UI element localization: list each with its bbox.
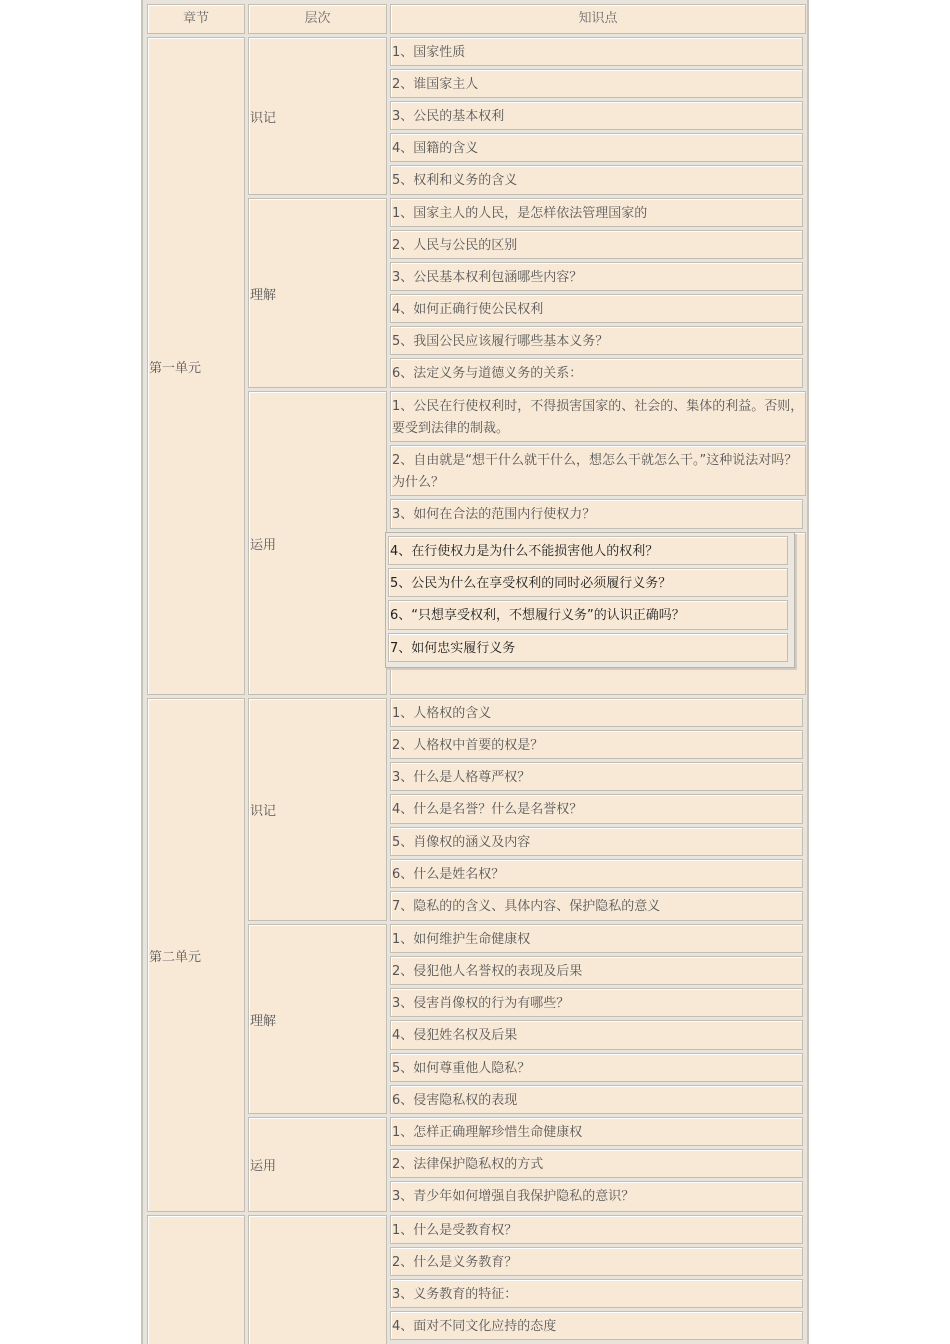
level-label: 识记 xyxy=(250,804,277,819)
list-item: 3、青少年如何增强自我保护隐私的意识？ xyxy=(390,1181,803,1212)
list-item: 4、什么是名誉？什么是名誉权？ xyxy=(390,794,803,824)
list-item: 3、公民的基本权利 xyxy=(390,101,803,130)
list-item: 1、如何维护生命健康权 xyxy=(390,924,803,953)
header-chapter: 章节 xyxy=(147,4,245,34)
level-cell-u1-memorize xyxy=(248,37,387,195)
list-item: 4、国籍的含义 xyxy=(390,133,803,162)
list-item: 1、怎样正确理解珍惜生命健康权 xyxy=(390,1117,803,1146)
level-cell-u1-apply xyxy=(248,391,387,695)
level-label: 理解 xyxy=(250,287,277,303)
list-item: 1、什么是受教育权？ xyxy=(390,1215,803,1244)
list-item: 2、什么是义务教育？ xyxy=(390,1247,803,1276)
list-item: 5、肖像权的涵义及内容 xyxy=(390,827,803,856)
list-item: 2、人格权中首要的权是？ xyxy=(390,730,803,759)
list-item: 7、如何忠实履行义务 xyxy=(388,633,788,662)
list-item: 5、公民为什么在享受权利的同时必须履行义务？ xyxy=(388,568,788,597)
level-cell-u2-understand xyxy=(248,924,387,1114)
header-knowledge: 知识点 xyxy=(390,4,806,34)
knowledge-table xyxy=(141,0,809,1344)
list-item: 4、在行使权力是为什么不能损害他人的权利？ xyxy=(388,536,788,565)
list-item: 6、侵害隐私权的表现 xyxy=(390,1085,803,1114)
list-item: 7、隐私的的含义、具体内容、保护隐私的意义 xyxy=(390,891,803,921)
list-item: 4、如何正确行使公民权利 xyxy=(390,294,803,323)
level-label: 理解 xyxy=(250,1013,277,1029)
unit-2-name: 第二单元 xyxy=(149,949,202,965)
level-cell-u1-understand xyxy=(248,198,387,388)
list-item: 6、“只想享受权利，不想履行义务”的认识正确吗？ xyxy=(388,600,788,630)
list-item: 5、我国公民应该履行哪些基本义务？ xyxy=(390,326,803,355)
list-item: 6、什么是姓名权？ xyxy=(390,859,803,888)
level-label: 识记 xyxy=(250,110,277,126)
level-label: 运用 xyxy=(250,537,277,553)
list-item: 3、侵害肖像权的行为有哪些？ xyxy=(390,988,803,1017)
list-item: 1、国家主人的人民，是怎样依法管理国家的 xyxy=(390,198,803,227)
list-item: 3、公民基本权利包涵哪些内容？ xyxy=(390,262,803,291)
list-item: 1、人格权的含义 xyxy=(390,698,803,727)
nested-table xyxy=(385,532,795,668)
list-item: 2、谁国家主人 xyxy=(390,69,803,98)
list-item: 2、侵犯他人名誉权的表现及后果 xyxy=(390,956,803,985)
list-item: 5、权利和义务的含义 xyxy=(390,165,803,195)
level-label: 运用 xyxy=(250,1159,277,1174)
level-cell-u2-memorize xyxy=(248,698,387,921)
level-cell-u2-apply xyxy=(248,1117,387,1212)
list-item: 1、公民在行使权利时，不得损害国家的、社会的、集体的利益。否则，要受到法律的制裁。 xyxy=(390,391,806,442)
list-item: 3、如何在合法的范围内行使权力？ xyxy=(390,499,803,529)
header-level: 层次 xyxy=(248,4,387,34)
unit-1-cell xyxy=(147,37,245,695)
list-item: 1、国家性质 xyxy=(390,37,803,66)
list-item: 3、什么是人格尊严权？ xyxy=(390,762,803,791)
unit-3-cell xyxy=(147,1215,245,1344)
list-item: 2、法律保护隐私权的方式 xyxy=(390,1149,803,1178)
list-item: 6、法定义务与道德义务的关系： xyxy=(390,358,803,388)
list-item: 5、如何尊重他人隐私？ xyxy=(390,1053,803,1082)
list-item: 4、面对不同文化应持的态度 xyxy=(390,1311,803,1340)
unit-1-name: 第一单元 xyxy=(149,360,202,376)
list-item: 3、义务教育的特征： xyxy=(390,1279,803,1308)
list-item: 2、自由就是“想干什么就干什么，想怎么干就怎么干。”这种说法对吗？为什么？ xyxy=(390,445,806,496)
list-item: 4、侵犯姓名权及后果 xyxy=(390,1020,803,1050)
unit-2-cell xyxy=(147,698,245,1212)
list-item: 2、人民与公民的区别 xyxy=(390,230,803,259)
level-cell-u3 xyxy=(248,1215,387,1344)
